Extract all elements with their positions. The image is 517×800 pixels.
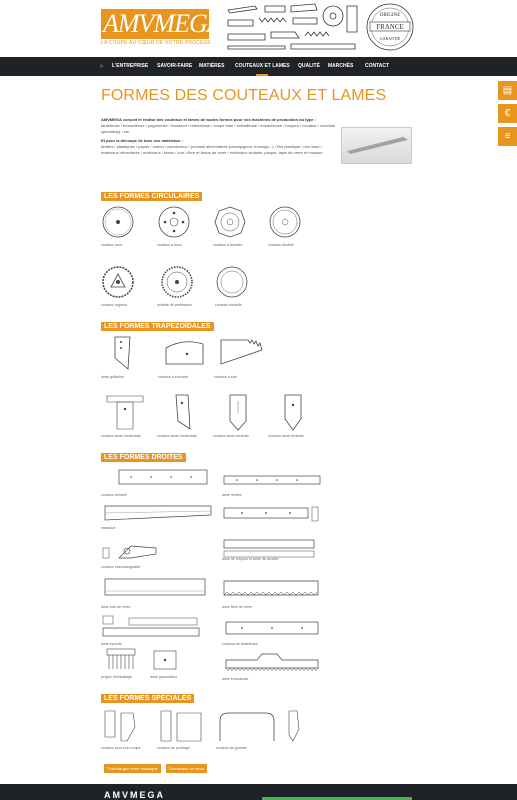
- nav-item-contact[interactable]: CONTACT: [365, 63, 390, 69]
- blade-illustrations: [225, 2, 360, 52]
- download-catalogue-button[interactable]: Téléchargez notre catalogue: [104, 764, 161, 773]
- couteau-rond-figure: [101, 205, 136, 240]
- caption: lame guillotine: [101, 375, 124, 379]
- couteau-dentele-droit-figure: [101, 468, 211, 488]
- couteau-scie-figure: [218, 336, 268, 370]
- svg-text:ORIGINE: ORIGINE: [379, 13, 401, 18]
- nav-item-matieres[interactable]: MATIÈRES: [199, 63, 225, 69]
- lame-broyeur-figure: [222, 505, 322, 523]
- caption: couteau à facettes: [213, 243, 243, 247]
- caption: lame de broyeur et lame de coudée: [222, 557, 279, 561]
- caption: couteau de profilage: [157, 746, 190, 750]
- request-quote-button[interactable]: Demandez un devis: [166, 764, 207, 773]
- couteau-rondelle-figure: [215, 265, 250, 300]
- lame-guillotine-figure: [112, 336, 142, 370]
- couteau-encoche-figure: [163, 336, 213, 370]
- site-header: [0, 0, 517, 57]
- site-logo[interactable]: AMVMEGA: [103, 9, 222, 38]
- caption: lame granulateur: [150, 675, 177, 679]
- caption: lame émouleuse: [222, 677, 249, 681]
- nav-home-icon[interactable]: ⌂: [100, 63, 104, 69]
- nav-item-savoir-faire[interactable]: SAVOIR-FAIRE: [157, 63, 193, 69]
- tagline: LA COUPE AU CŒUR DE VOTRE PROCESS: [101, 40, 211, 46]
- footer-logo: AMVMEGA: [104, 790, 165, 800]
- intro-lead: AMVMEGA conçoit et réalise des couteaux et lames de toutes formes pour vos machines de production du type :: [101, 117, 316, 122]
- lame-horizontale-1-figure: [105, 393, 145, 431]
- couteau-fardeleuse-figure: [222, 618, 322, 640]
- book-icon[interactable]: ▤: [498, 81, 517, 100]
- lame-granulateur-figure: [150, 647, 180, 673]
- caption: couteau lame horizontale: [101, 434, 142, 438]
- caption: couteau rond: [101, 243, 122, 247]
- couteau-dentele-figure: [268, 205, 303, 240]
- caption: couteau interchangeable: [101, 565, 141, 569]
- caption: couteau lame verticale: [213, 434, 249, 438]
- couteau-a-trous-figure: [157, 205, 192, 240]
- intro-lead2: Et pour la découpe de tous vos matériaux :: [101, 138, 183, 143]
- blade-photo: [341, 127, 412, 164]
- caption: couteau dentelé: [101, 493, 127, 497]
- couteau-gomme-figure: [216, 707, 278, 745]
- caption: lame scie de verre: [101, 605, 131, 609]
- caption: massicot: [101, 526, 116, 530]
- lame-verticale-2-figure: [277, 393, 307, 431]
- caption: lame fibre de verre: [222, 605, 252, 609]
- couteau-facettes-figure: [213, 205, 248, 240]
- lame-horizontale-2-figure: [168, 393, 198, 431]
- lame-emouleuse-figure: [222, 650, 322, 675]
- nav-item-marches[interactable]: MARCHÉS: [328, 63, 354, 69]
- intro-machines: fardeleuse / ensacheuse / pogoneuse / massicot / refendeuse / coupe tube / emballeuse / ensacheuse / broyeur / coudeur / machine spéciale(s) / etc.: [101, 123, 336, 134]
- peigne-emballage-figure: [101, 647, 141, 673]
- section-droites: LES FORMES DROITES: [101, 453, 186, 462]
- nav-item-couteaux-et-lames[interactable]: COUTEAUX ET LAMES: [235, 57, 290, 76]
- lame-rivetee-figure: [222, 474, 322, 488]
- caption: couteau à trous: [157, 243, 182, 247]
- menu-icon[interactable]: ≡: [498, 127, 517, 146]
- couteau-rogneur-figure: [101, 265, 136, 300]
- caption: couteau lame verticale: [268, 434, 304, 438]
- caption: couteau pour coin-coupe: [101, 746, 141, 750]
- lame-verticale-1-figure: [224, 393, 254, 431]
- intro-materials: textiles / plastiques / papier / carton / caoutchouc / produits alimentaires (champignon, fromage...) / film plastique / non tissé / matériaux réfractaires / matériaux / tissus / cuir / fibre et tissus de verre / matériaux isolants, plaque, tapis de verre et mousse: [101, 144, 323, 155]
- blade-photo-art: [342, 128, 413, 165]
- lame-speciale-figure: [283, 707, 303, 745]
- caption: couteau dentelé: [268, 243, 294, 247]
- caption: couteau à encoche: [158, 375, 189, 379]
- section-speciales: LES FORMES SPÉCIALES: [101, 694, 194, 703]
- svg-text:GARANTIE: GARANTIE: [379, 36, 401, 41]
- caption: lame rivetée: [222, 493, 242, 497]
- caption: lame épointe: [101, 642, 122, 646]
- caption: couteau de gomme: [216, 746, 247, 750]
- couteau-profilage-figure: [157, 707, 207, 745]
- main-navigation: [0, 57, 517, 76]
- site-footer: [0, 784, 517, 800]
- lame-scie-de-verre-figure: [101, 575, 211, 601]
- lame-epointe-figure: [101, 612, 201, 640]
- caption: couteau rondelle: [215, 303, 242, 307]
- caption: couteau à scie: [214, 375, 238, 379]
- molette-figure: [160, 265, 195, 300]
- nav-item-entreprise[interactable]: L'ENTREPRISE: [112, 63, 149, 69]
- origine-france-seal: [365, 2, 415, 52]
- euro-icon[interactable]: €: [498, 104, 517, 123]
- couteau-interchangeable-figure: [101, 538, 161, 563]
- nav-item-qualite[interactable]: QUALITÉ: [298, 63, 320, 69]
- section-trapezes: LES FORMES TRAPÉZOÏDALES: [101, 322, 214, 331]
- caption: couteau rogneur: [101, 303, 128, 307]
- couteau-coin-coupe-figure: [101, 707, 151, 745]
- massicot-figure: [101, 503, 216, 523]
- intro-text: [101, 117, 337, 156]
- caption: peigne d'emballage: [101, 675, 133, 679]
- page-title: FORMES DES COUTEAUX ET LAMES: [101, 87, 387, 104]
- section-circulaires: LES FORMES CIRCULAIRES: [101, 192, 202, 201]
- caption: couteau lame horizontale: [157, 434, 198, 438]
- caption: couteau de fardeleuse: [222, 642, 258, 646]
- svg-text:FRANCE: FRANCE: [376, 23, 404, 31]
- caption: molette de perforation: [157, 303, 192, 307]
- lame-fibre-de-verre-figure: [222, 575, 322, 601]
